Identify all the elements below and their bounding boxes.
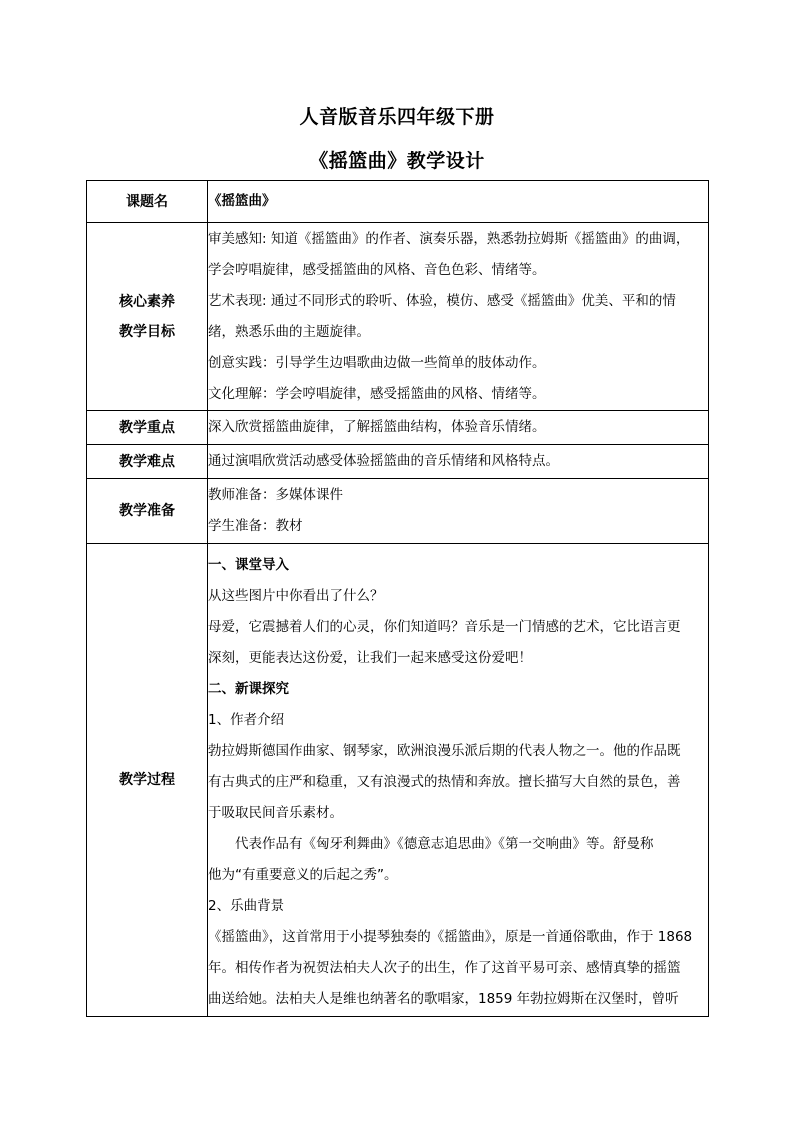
label-objectives xyxy=(87,223,208,411)
paragraph-line: 年。相传作者为祝贺法柏夫人次子的出生，作了这首平易可亲、感情真挚的摇篮 xyxy=(208,959,681,976)
table-row-topic xyxy=(87,181,709,223)
paragraph-line: 他为“有重要意义的后起之秀”。 xyxy=(208,866,398,883)
table-row-objectives xyxy=(87,223,709,411)
subsection-heading: 2、乐曲背景 xyxy=(208,897,285,914)
paragraph-line: 有古典式的庄严和稳重，又有浪漫式的热情和奔放。擅长描写大自然的景色，善 xyxy=(208,773,681,790)
objective-line: 审美感知: 知道《摇篮曲》的作者、演奏乐器，熟悉勃拉姆斯《摇篮曲》的曲调， xyxy=(208,230,690,247)
label-objectives-line2: 教学目标 xyxy=(119,323,175,340)
paragraph-line: 于吸取民间音乐素材。 xyxy=(208,804,343,821)
value-difficulties: 通过演唱欣赏活动感受体验摇篮曲的音乐情绪和风格特点。 xyxy=(208,445,709,479)
label-key-points: 教学重点 xyxy=(87,411,208,445)
paragraph-line: 深刻，更能表达这份爱，让我们一起来感受这份爱吧！ xyxy=(208,649,532,666)
label-preparation: 教学准备 xyxy=(87,479,208,544)
paragraph-line: 勃拉姆斯德国作曲家、钢琴家，欧洲浪漫乐派后期的代表人物之一。他的作品既 xyxy=(208,742,681,759)
section-heading: 一、课堂导入 xyxy=(208,556,289,573)
label-process: 教学过程 xyxy=(87,544,208,1017)
paragraph-line: 《摇篮曲》，这首常用于小提琴独奏的《摇篮曲》，原是一首通俗歌曲，作于 1868 xyxy=(208,928,693,945)
label-topic: 课题名 xyxy=(87,181,208,223)
table-row-preparation xyxy=(87,479,709,544)
paragraph-line: 曲送给她。法柏夫人是维也纳著名的歌唱家，1859 年勃拉姆斯在汉堡时，曾听 xyxy=(208,990,679,1007)
value-objectives xyxy=(208,223,709,411)
objective-line: 学会哼唱旋律，感受摇篮曲的风格、音色色彩、情绪等。 xyxy=(208,261,546,278)
label-difficulties: 教学难点 xyxy=(87,445,208,479)
objective-line: 绪，熟悉乐曲的主题旋律。 xyxy=(208,323,370,340)
table-row-process xyxy=(87,544,709,1017)
objective-line: 艺术表现: 通过不同形式的聆听、体验，模仿、感受《摇篮曲》优美、平和的情 xyxy=(208,292,676,309)
document-title: 人音版音乐四年级下册 xyxy=(299,106,495,128)
table-row-key-points xyxy=(87,411,709,445)
paragraph-line: 从这些图片中你看出了什么？ xyxy=(208,587,384,604)
table-row-difficulties xyxy=(87,445,709,479)
paragraph-line: 母爱，它震撼着人们的心灵，你们知道吗？音乐是一门情感的艺术，它比语言更 xyxy=(208,618,681,635)
value-key-points: 深入欣赏摇篮曲旋律，了解摇篮曲结构，体验音乐情绪。 xyxy=(208,411,709,445)
value-preparation xyxy=(208,479,709,544)
lesson-plan-table xyxy=(86,180,709,1017)
paragraph-line: 代表作品有《匈牙利舞曲》《德意志追思曲》《第一交响曲》等。舒曼称 xyxy=(235,835,654,852)
subsection-heading: 1、作者介绍 xyxy=(208,711,285,728)
section-heading: 二、新课探究 xyxy=(208,680,289,697)
preparation-line: 教师准备：多媒体课件 xyxy=(208,487,343,503)
document-subtitle: 《摇篮曲》教学设计 xyxy=(309,150,485,172)
preparation-line: 学生准备：教材 xyxy=(208,518,303,534)
value-topic: 《摇篮曲》 xyxy=(208,181,709,223)
label-objectives-line1: 核心素养 xyxy=(119,293,175,310)
value-process xyxy=(208,544,709,1017)
objective-line: 文化理解：学会哼唱旋律，感受摇篮曲的风格、情绪等。 xyxy=(208,385,546,402)
objective-line: 创意实践：引导学生边唱歌曲边做一些简单的肢体动作。 xyxy=(208,354,546,371)
